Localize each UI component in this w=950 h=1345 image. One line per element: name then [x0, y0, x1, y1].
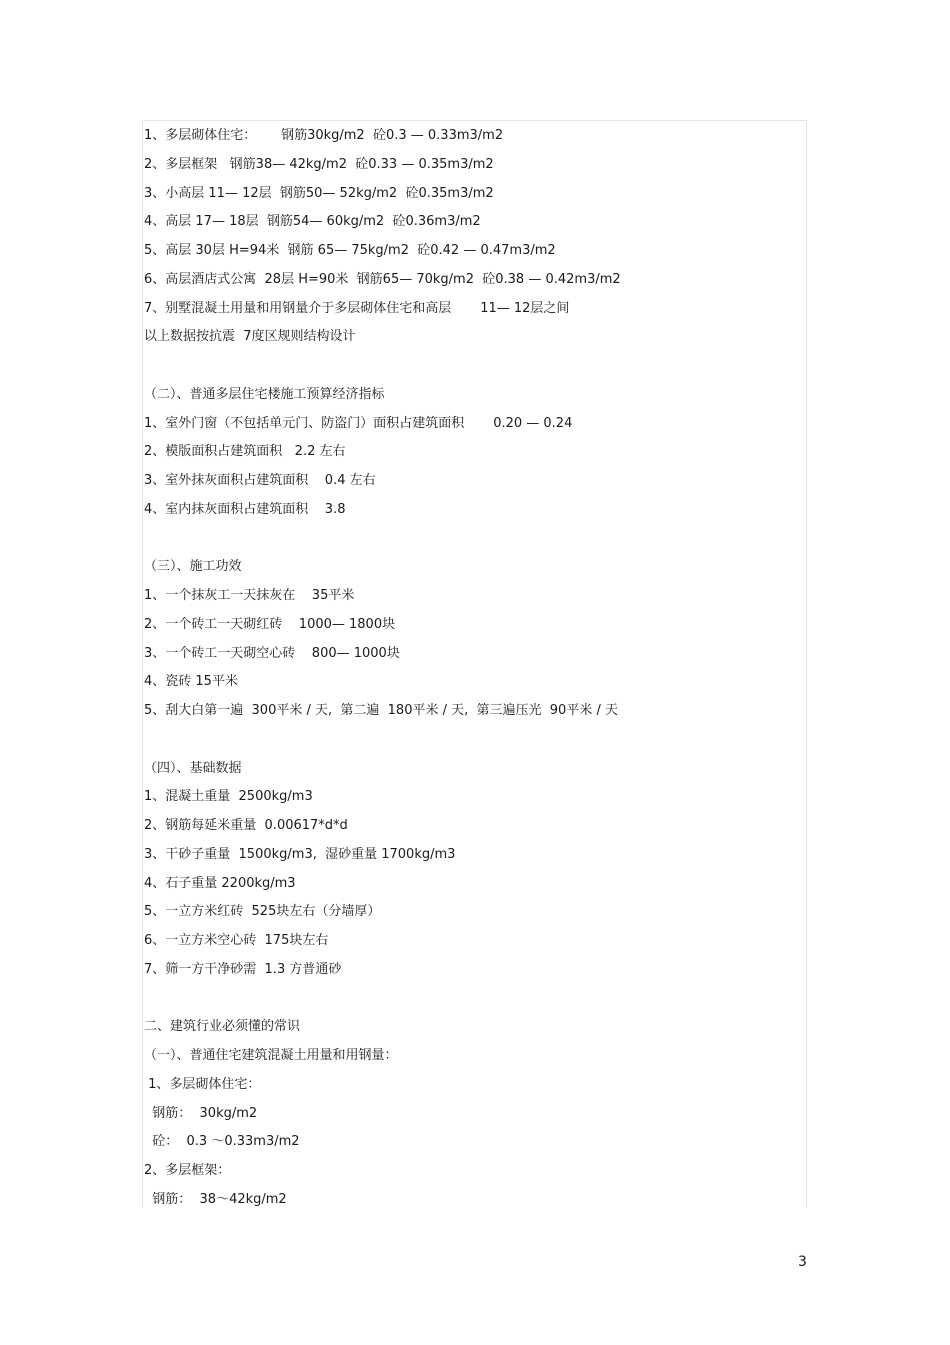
text-line: 钢筋： 30kg/m2 [144, 1105, 258, 1121]
text-line: 1、室外门窗（不包括单元门、防盗门）面积占建筑面积 0.20 — 0.24 [144, 415, 573, 431]
text-line: 5、高层 30层 H=94米 钢筋 65— 75kg/m2 砼0.42 — 0.47m3/m2 [144, 243, 556, 258]
page-frame-right-border [806, 120, 807, 1208]
blank-line [144, 985, 804, 1014]
text-line: 4、石子重量 2200kg/m3 [144, 875, 296, 891]
section-heading: （二）、普通多层住宅楼施工预算经济指标 [144, 386, 385, 402]
text-line: 4、室内抹灰面积占建筑面积 3.8 [144, 501, 346, 517]
document-body [144, 122, 804, 1215]
text-line: 2、多层框架 钢筋38— 42kg/m2 砼0.33 — 0.35m3/m2 [144, 156, 494, 172]
text-line: 7、筛一方干净砂需 1.3 方普通砂 [144, 961, 342, 977]
text-line: 以上数据按抗震 7度区规则结构设计 [144, 329, 356, 345]
page-number: 3 [798, 1254, 807, 1270]
text-line: 砼： 0.3 ～0.33m3/m2 [144, 1134, 300, 1150]
text-line: 6、一立方米空心砖 175块左右 [144, 933, 329, 948]
section-heading: （四）、基础数据 [144, 760, 242, 776]
blank-line [144, 525, 804, 554]
text-line: 1、多层砌体住宅： 钢筋30kg/m2 砼0.3 — 0.33m3/m2 [144, 128, 504, 143]
text-line: 7、别墅混凝土用量和用钢量介于多层砌体住宅和高层 11— 12层之间 [144, 300, 570, 316]
page-frame-top-border [142, 120, 806, 121]
blank-line [144, 726, 804, 755]
text-line: 2、一个砖工一天砌红砖 1000— 1800块 [144, 616, 396, 632]
text-line: 1、多层砌体住宅： [144, 1076, 261, 1092]
text-line: 钢筋： 38～42kg/m2 [144, 1191, 287, 1207]
section-heading: （一）、普通住宅建筑混凝土用量和用钢量： [144, 1048, 398, 1063]
text-line: 4、瓷砖 15平米 [144, 674, 238, 690]
text-line: 2、钢筋每延米重量 0.00617*d*d [144, 818, 348, 833]
text-line: 2、模版面积占建筑面积 2.2 左右 [144, 444, 346, 460]
section-heading: （三）、施工功效 [144, 559, 242, 575]
text-line: 4、高层 17— 18层 钢筋54— 60kg/m2 砼0.36m3/m2 [144, 214, 481, 230]
page-frame-left-border [142, 120, 143, 1208]
text-line: 3、室外抹灰面积占建筑面积 0.4 左右 [144, 473, 376, 488]
chapter-heading: 二、建筑行业必须懂的常识 [144, 1019, 301, 1035]
text-line: 5、刮大白第一遍 300平米 / 天, 第二遍 180平米 / 天, 第三遍压光 90平米 / 天 [144, 703, 618, 718]
text-line: 1、一个抹灰工一天抹灰在 35平米 [144, 588, 355, 603]
text-line: 3、小高层 11— 12层 钢筋50— 52kg/m2 砼0.35m3/m2 [144, 185, 494, 201]
text-line: 3、干砂子重量 1500kg/m3, 湿砂重量 1700kg/m3 [144, 846, 456, 862]
text-line: 2、多层框架： [144, 1163, 231, 1178]
text-line: 3、一个砖工一天砌空心砖 800— 1000块 [144, 645, 400, 661]
text-line: 6、高层酒店式公寓 28层 H=90米 钢筋65— 70kg/m2 砼0.38 — 0.42m3/m2 [144, 271, 621, 287]
blank-line [144, 352, 804, 381]
text-line: 1、混凝土重量 2500kg/m3 [144, 789, 313, 805]
text-line: 5、一立方米红砖 525块左右（分墙厚） [144, 904, 381, 920]
